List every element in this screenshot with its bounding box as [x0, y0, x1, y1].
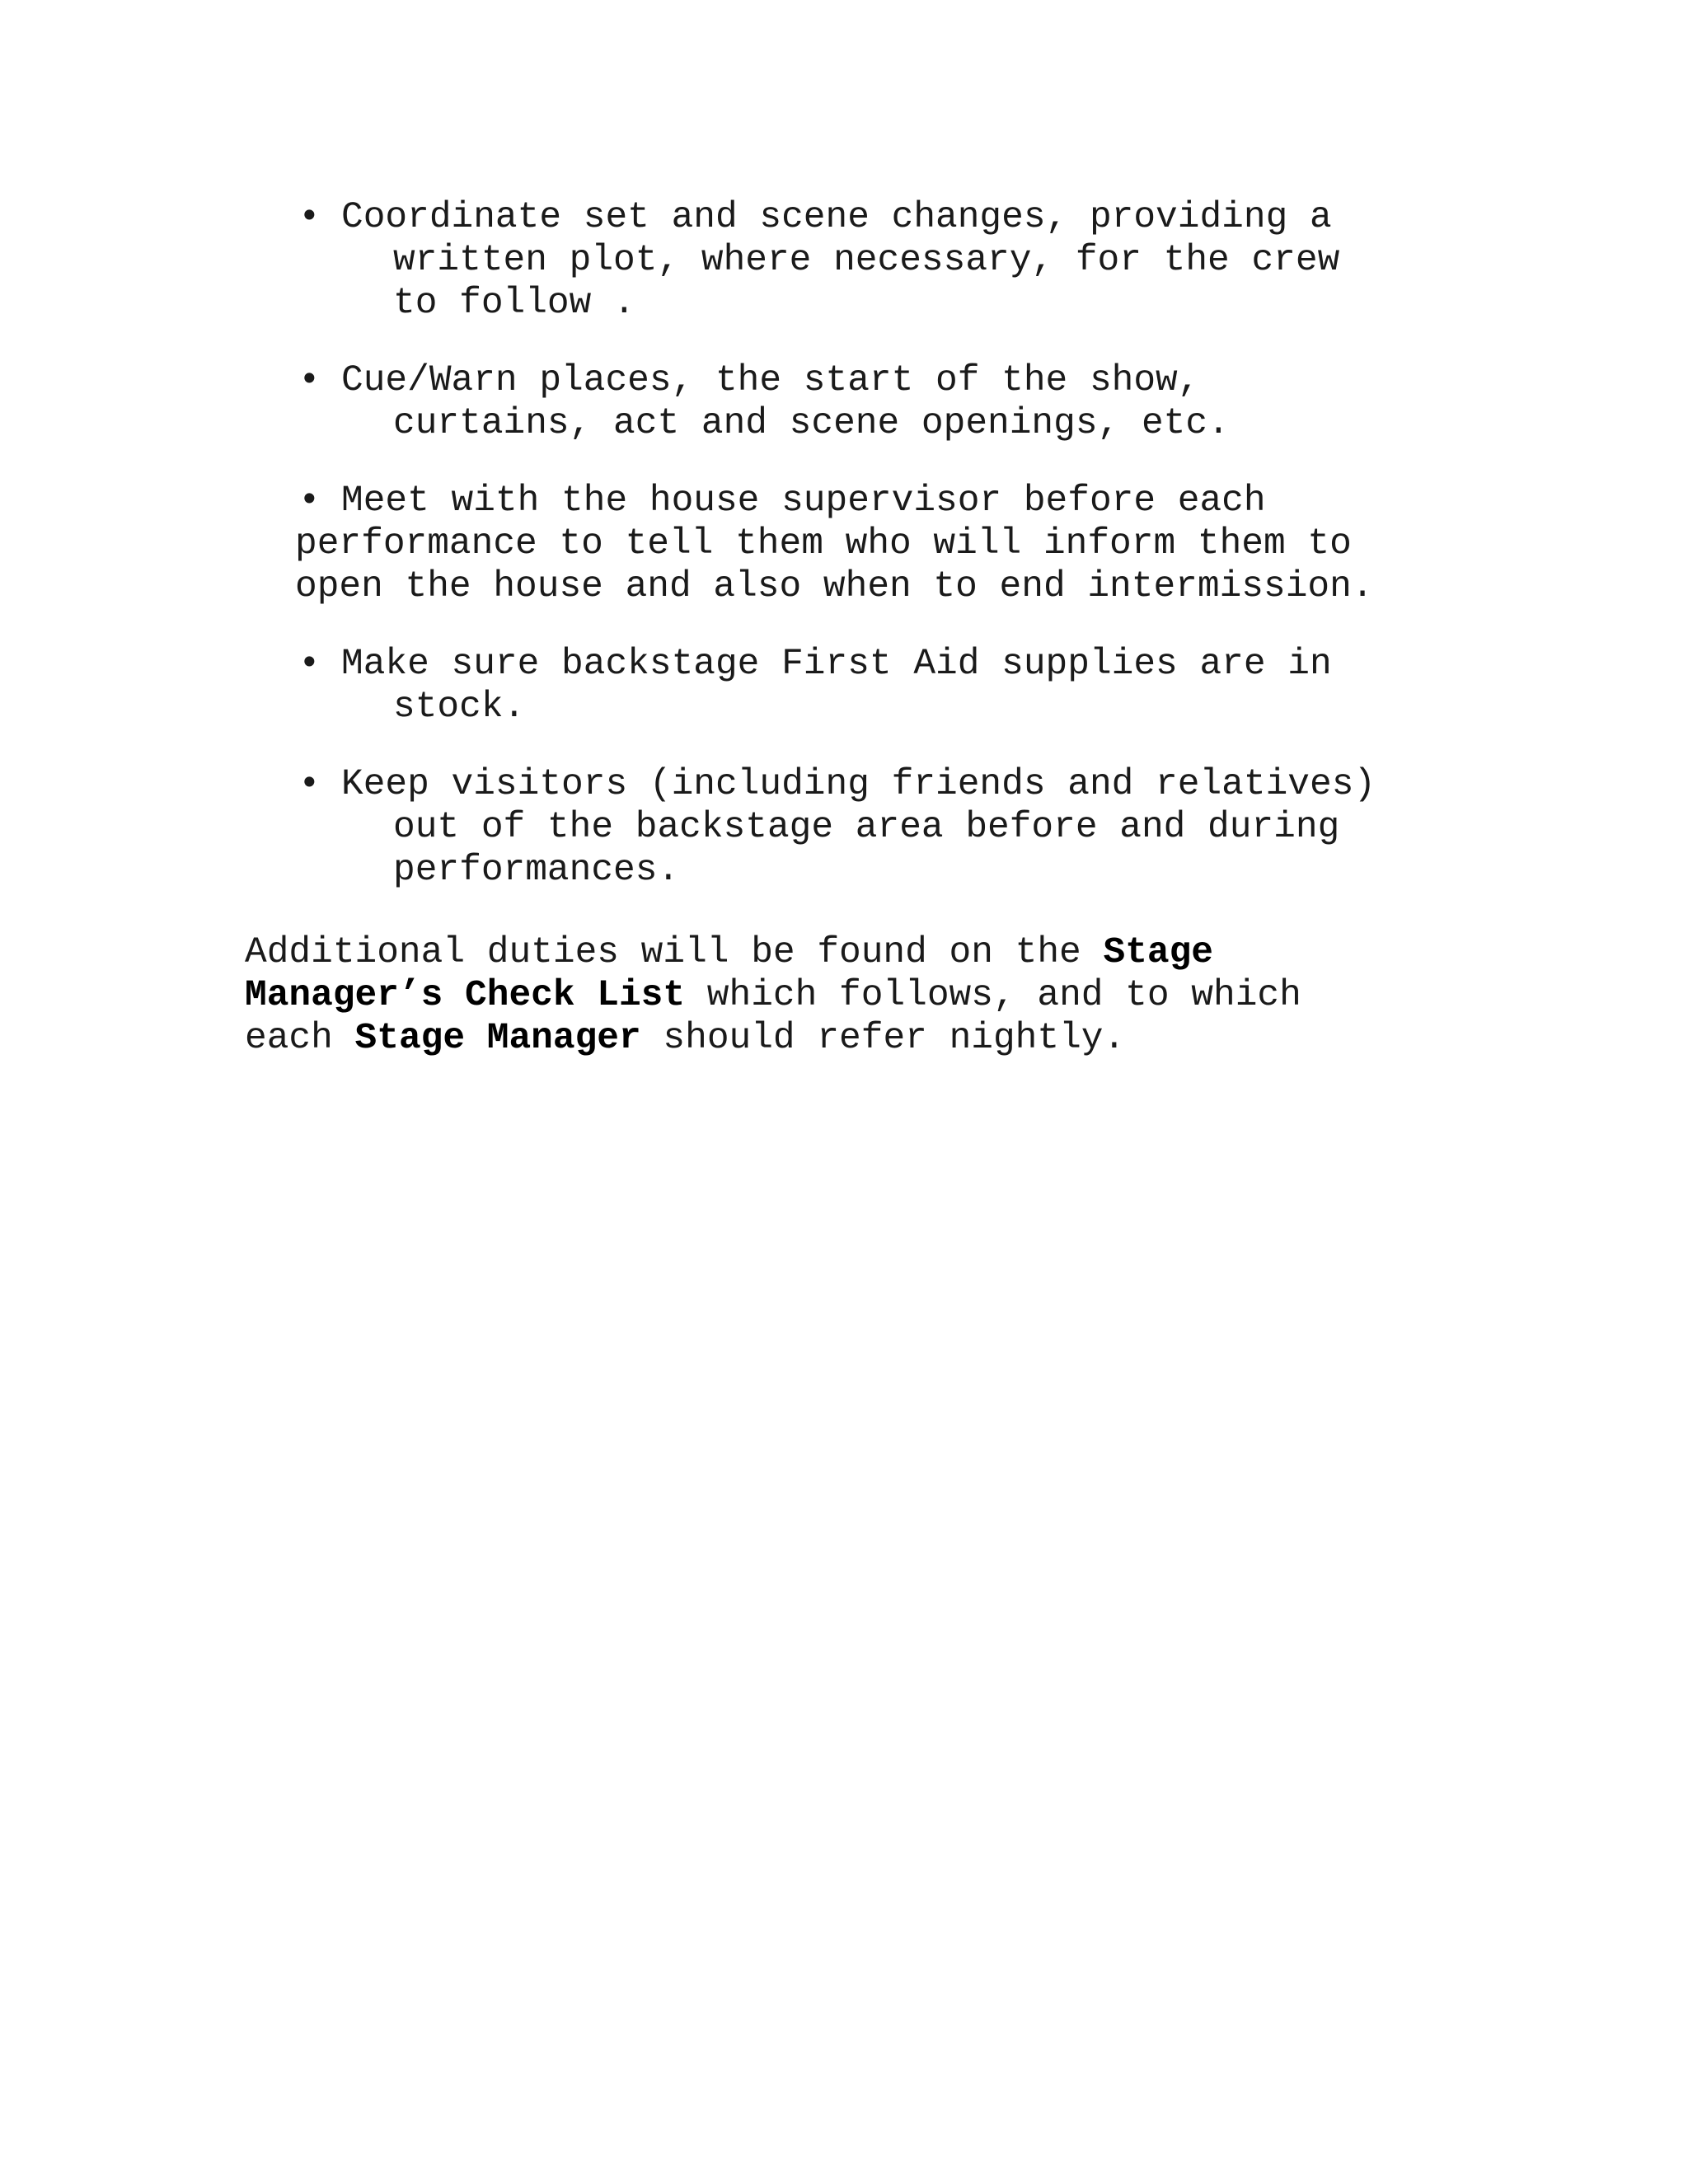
bullet-4-line-2: stock.	[393, 687, 526, 728]
closing-paragraph-line-3	[245, 1017, 1125, 1060]
bullet-1-line-2: written plot, where necessary, for the crew	[393, 240, 1340, 281]
closing-text: each	[245, 1018, 355, 1059]
closing-emphasis: Stage	[1103, 932, 1214, 973]
bullet-marker: •	[298, 480, 321, 522]
closing-text: which follows, and to which	[685, 975, 1301, 1016]
bullet-1-line-3: to follow .	[393, 283, 635, 324]
bullet-3-line-1: Meet with the house supervisor before each	[341, 480, 1266, 522]
bullet-marker: •	[298, 197, 321, 238]
closing-emphasis: Manager’s Check List	[245, 975, 686, 1016]
bullet-2-line-2: curtains, act and scene openings, etc.	[393, 403, 1230, 444]
bullet-4-line-1: Make sure backstage First Aid supplies are in	[341, 644, 1332, 685]
closing-text: Additional duties will be found on the	[245, 932, 1104, 973]
closing-emphasis: Stage Manager	[354, 1018, 641, 1059]
bullet-1-line-1: Coordinate set and scene changes, providing a	[341, 197, 1332, 238]
bullet-5-line-3: performances.	[393, 850, 680, 891]
bullet-3-line-3: open the house and also when to end intermission.	[295, 566, 1374, 607]
bullet-marker: •	[298, 644, 321, 685]
closing-paragraph-line-2	[245, 974, 1301, 1017]
bullet-3-line-2: performance to tell them who will inform them to	[295, 523, 1352, 565]
bullet-marker: •	[298, 764, 321, 805]
bullet-2-line-1: Cue/Warn places, the start of the show,	[341, 360, 1200, 401]
bullet-marker: •	[298, 360, 321, 401]
closing-paragraph-line-1	[245, 931, 1213, 974]
bullet-5-line-1: Keep visitors (including friends and relatives)	[341, 764, 1376, 805]
closing-text: should refer nightly.	[640, 1018, 1126, 1059]
bullet-5-line-2: out of the backstage area before and during	[393, 807, 1340, 848]
